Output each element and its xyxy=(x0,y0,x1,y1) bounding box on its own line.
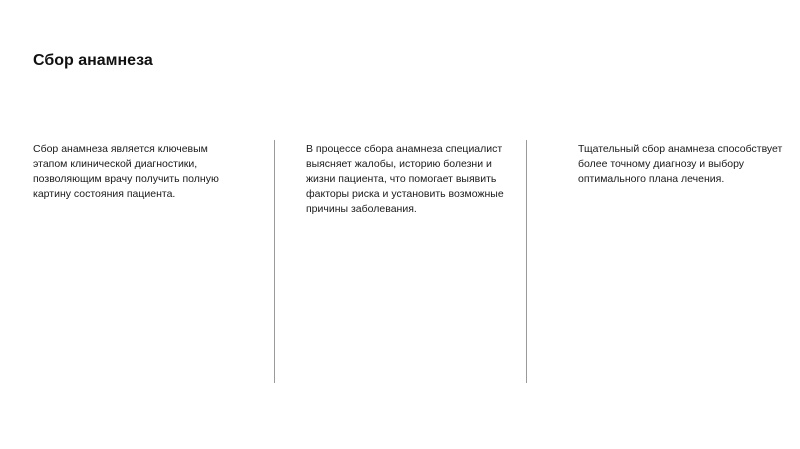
column-divider-1 xyxy=(274,140,275,383)
column-divider-2 xyxy=(526,140,527,383)
column-text-1: Сбор анамнеза является ключевым этапом клинической диагностики, позволяющим врачу получить полную картину состояния пациента. xyxy=(33,143,219,200)
slide-title: Сбор анамнеза xyxy=(33,52,153,69)
column-text-3: Тщательный сбор анамнеза способствует более точному диагнозу и выбору оптимального плана лечения. xyxy=(578,143,783,185)
column-text-2: В процессе сбора анамнеза специалист выясняет жалобы, историю болезни и жизни пациента, что помогает выявить факторы риска и установить возможные причины заболевания. xyxy=(306,143,504,215)
